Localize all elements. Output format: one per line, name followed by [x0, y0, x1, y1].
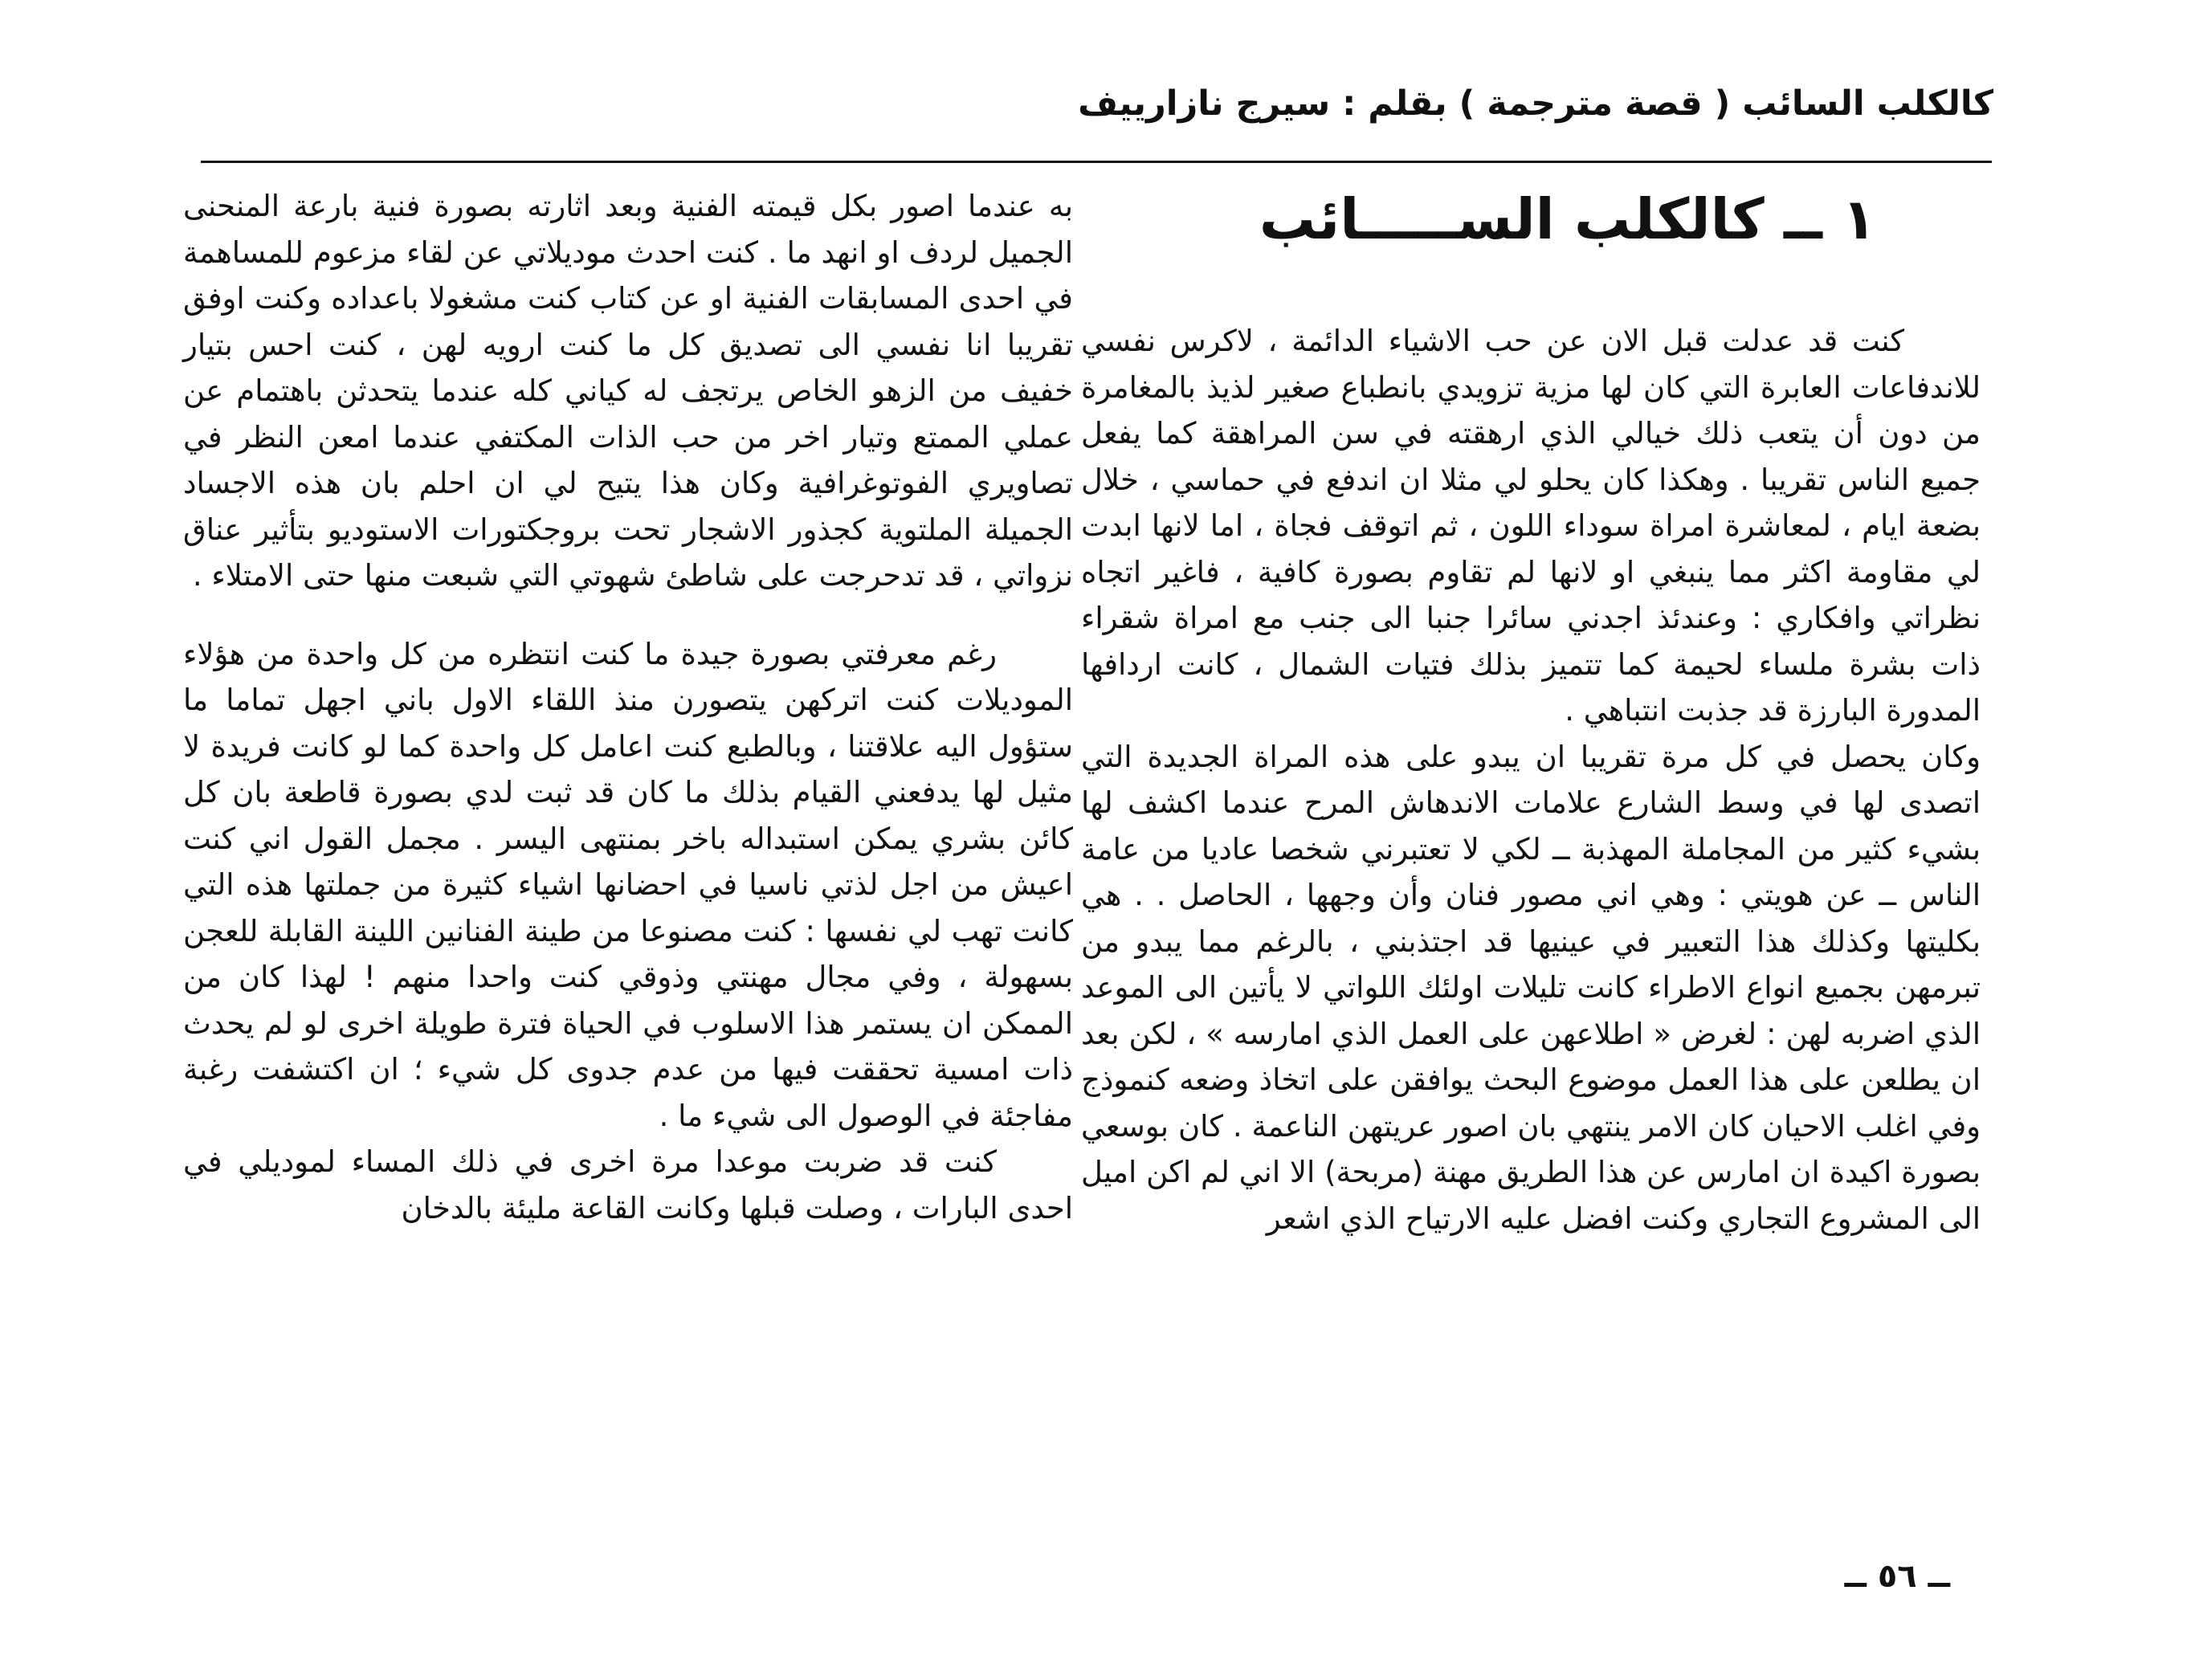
paragraph: كنت قد ضربت موعدا مرة اخرى في ذلك المساء لموديلي في احدى البارات ، وصلت قبلها وكانت القاعة مليئة بالدخان — [183, 1144, 1073, 1225]
story-title: ١ ــ كالكلب الســـــائب — [1259, 186, 1876, 252]
paragraph: كنت قد عدلت قبل الان عن حب الاشياء الدائمة ، لاكرس نفسي للاندفاعات العابرة التي كان لها مزية تزويدي بانطباع صغير لذيذ بالمغامرة من دون أن يتعب ذلك خيالي الذي ارهقته في سن المراهقة كما يفعل جميع الناس تقريبا . وهكذا كان يحلو لي مثلا ان اندفع في حماسي ، خلال بضعة ايام ، لمعاشرة امراة سوداء اللون ، ثم اتوقف فجاة ، اما لانها ابدت لي مقاومة اكثر مما ينبغي او لانها لم تقاوم بصورة كافية ، فاغير اتجاه نظراتي وافكاري : وعندئذ اجدني سائرا جنبا الى جنب مع امراة شقراء ذات بشرة ملساء لحيمة كما تتميز بذلك فتيات الشمال ، كانت اردافها المدورة البارزة قد جذبت انتباهي . — [1081, 324, 1981, 728]
left-column — [183, 183, 1073, 1231]
running-header: كالكلب السائب ( قصة مترجمة ) بقلم : سيرج نازارييف — [1078, 84, 1993, 124]
paragraph: رغم معرفتي بصورة جيدة ما كنت انتظره من كل واحدة من هؤلاء الموديلات كنت اتركهن يتصورن منذ اللقاء الاول باني اجهل تماما ما ستؤول اليه علاقتنا ، وبالطبع كنت اعامل كل واحدة كما لو كانت فريدة لا مثيل لها يدفعني القيام بذلك ما كان قد ثبت لدي بصورة قاطعة بان كل كائن بشري يمكن استبداله باخر بمنتهى اليسر . مجمل القول اني كنت اعيش من اجل لذتي ناسيا في احضانها اشياء كثيرة من جملتها هذه التي كانت تهب لي نفسها : كنت مصنوعا من طينة الفنانين اللينة القابلة للعجن بسهولة ، وفي مجال مهنتي وذوقي كنت واحدا منهم ! لهذا كان من الممكن ان يستمر هذا الاسلوب في الحياة فترة طويلة اخرى لو لم يحدث ذات امسية تحققت فيها من عدم جدوى كل شيء ؛ ان اكتشفت رغبة مفاجئة في الوصول الى شيء ما . — [183, 636, 1073, 1133]
header-rule — [201, 161, 1992, 163]
paragraph: وكان يحصل في كل مرة تقريبا ان يبدو على هذه المراة الجديدة التي اتصدى لها في وسط الشارع علامات الاندهاش المرح عندما اكشف لها بشيء كثير من المجاملة المهذبة ــ لكي لا تعتبرني شخصا عاديا من عامة الناس ــ عن هويتي : وهي اني مصور فنان وأن وجهها ، الحاصل . . هي بكليتها وكذلك هذا التعبير في عينيها قد اجتذبني ، بالرغم مما يبدو من تبرمهن بجميع انواع الاطراء كانت تليلات اولئك اللواتي لا يأتين الى الموعد الذي اضربه لهن : لغرض « اطلاعهن على العمل الذي امارسه » ، لكن بعد ان يطلعن على هذا العمل موضوع البحث يوافقن على اتخاذ وضعه كنموذج وفي اغلب الاحيان كان الامر ينتهي بان اصور عريتهن الناعمة . كان بوسعي بصورة اكيدة ان امارس عن هذا الطريق مهنة (مربحة) الا اني لم اكن اميل الى المشروع التجاري وكنت افضل عليه الارتياح الذي اشعر — [1081, 739, 1981, 1236]
right-column — [1081, 183, 1981, 1242]
paragraph: به عندما اصور بكل قيمته الفنية وبعد اثارته بصورة فنية بارعة المنحنى الجميل لردف او انهد ما . كنت احدث موديلاتي عن لقاء مزعوم للمساهمة في احدى المسابقات الفنية او عن كتاب كنت مشغولا باعداده وكنت اوفق تقريبا انا نفسي الى تصديق كل ما كنت ارويه لهن ، كنت احس بتيار خفيف من الزهو الخاص يرتجف له كياني كله عندما يتحدثن باهتمام عن عملي الممتع وتيار اخر من حب الذات المكتفي عندما امعن النظر في تصاويري الفوتوغرافية وكان هذا يتيح لي ان احلم بان هذه الاجساد الجميلة الملتوية كجذور الاشجار تحت بروجكتورات الاستوديو بتأثير عناق نزواتي ، قد تدحرجت على شاطئ شهوتي التي شبعت منها حتى الامتلاء . — [183, 189, 1073, 593]
page-number: ــ ٥٦ ــ — [1844, 1558, 1950, 1595]
